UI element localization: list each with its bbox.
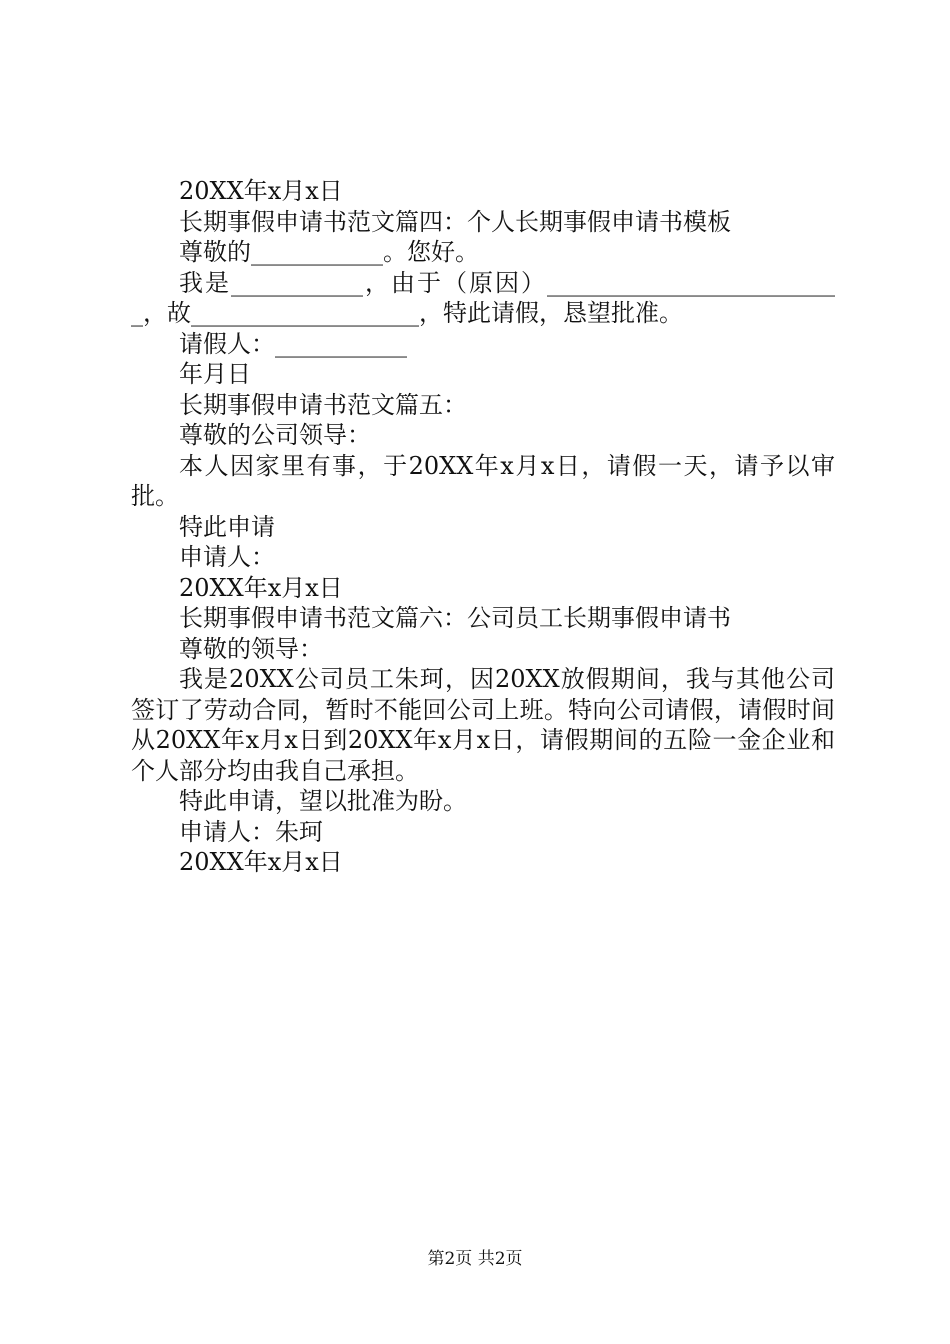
section-heading: 长期事假申请书范文篇五： — [179, 390, 467, 419]
document-body — [131, 176, 835, 878]
signature-line: 请假人：___________ — [179, 329, 407, 358]
section-heading: 长期事假申请书范文篇六：公司员工长期事假申请书 — [179, 604, 731, 632]
date-line: 年月日 — [179, 360, 251, 388]
date-line: 20XX年x月x日 — [179, 177, 343, 205]
page-footer: 第2页 共2页 — [427, 1249, 523, 1269]
salutation: 尊敬的领导： — [179, 634, 323, 663]
signature-line: 申请人：朱珂 — [179, 817, 323, 846]
section-heading: 长期事假申请书范文篇四：个人长期事假申请书模板 — [179, 207, 731, 236]
salutation: 尊敬的公司领导： — [179, 421, 371, 449]
closing-line: 特此申请 — [179, 512, 275, 541]
body-paragraph: 我是___________，由于（原因）_________________________，故___________________，特此请假，恳望批准。 — [131, 268, 835, 327]
signature-line: 申请人： — [179, 543, 275, 571]
salutation: 尊敬的___________。您好。 — [179, 238, 479, 266]
body-paragraph: 我是20XX公司员工朱珂，因20XX放假期间，我与其他公司签订了劳动合同，暂时不能回公司上班。特向公司请假，请假时间从20XX年x月x日到20XX年x月x日，请假期间的五险一金企业和个人部分均由我自己承担。 — [131, 665, 835, 785]
closing-line: 特此申请，望以批准为盼。 — [179, 787, 467, 815]
date-line: 20XX年x月x日 — [179, 848, 343, 876]
date-line: 20XX年x月x日 — [179, 573, 343, 602]
body-paragraph: 本人因家里有事，于20XX年x月x日，请假一天，请予以审批。 — [131, 451, 835, 510]
